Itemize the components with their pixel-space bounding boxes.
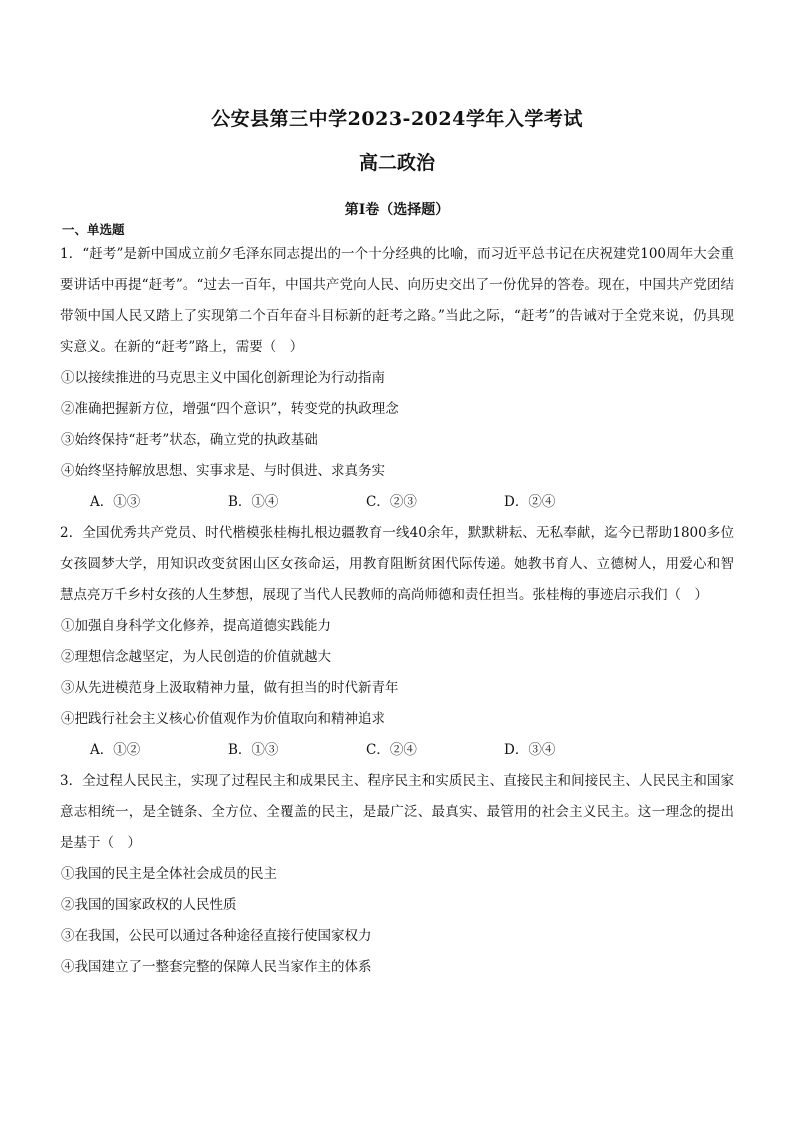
statement-option: ①加强自身科学文化修养，提高道德实践能力 <box>61 618 331 634</box>
question-stem: 2．全国优秀共产党员、时代楷模张桂梅扎根边疆教育一线40余年，默默耕耘、无私奉献，迄今已帮助1800多位女孩圆梦大学，用知识改变贫困山区女孩命运，用教育阻断贫困代际传递。她教书育人、立德树人，用爱心和智慧点亮万千乡村女孩的人生梦想，展现了当代人民教师的高尚师德和责任担当。张桂梅的事迹启示我们（ ） <box>60 525 734 603</box>
question-1 <box>60 239 734 518</box>
statement-option: ①以接续推进的马克思主义中国化创新理论为行动指南 <box>61 370 385 386</box>
answer-choices <box>60 487 734 518</box>
answer-choice-d: D．②④ <box>504 494 556 510</box>
exam-subject: 高二政治 <box>358 152 435 174</box>
answer-choice-d: D．③④ <box>504 742 556 758</box>
statement-option: ②理想信念越坚定，为人民创造的价值就越大 <box>61 649 331 665</box>
answer-choice-b: B．①③ <box>228 742 279 758</box>
answer-choice-c: C．②④ <box>366 742 417 758</box>
exam-title: 公安县第三中学2023-2024学年入学考试 <box>211 108 583 130</box>
answer-choice-c: C．②③ <box>366 494 417 510</box>
question-stem: 3．全过程人民民主，实现了过程民主和成果民主、程序民主和实质民主、直接民主和间接民主、人民民主和国家意志相统一，是全链条、全方位、全覆盖的民主，是最广泛、最真实、最管用的社会主义民主。这一理念的提出是基于（ ） <box>60 773 734 851</box>
question-stem: 1．“赶考”是新中国成立前夕毛泽东同志提出的一个十分经典的比喻，而习近平总书记在庆祝建党100周年大会重要讲话中再提“赶考”。“过去一百年，中国共产党向人民、向历史交出了一份优异的答卷。现在，中国共产党团结带领中国人民又踏上了实现第二个百年奋斗目标新的赶考之路。”当此之际，“赶考”的告诫对于全党来说，仍具现实意义。在新的“赶考”路上，需要（ ） <box>60 246 734 355</box>
statement-option: ③从先进模范身上汲取精神力量，做有担当的时代新青年 <box>61 680 399 696</box>
statement-option: ②准确把握新方位，增强“四个意识”，转变党的执政理念 <box>61 401 399 417</box>
answer-choice-b: B．①④ <box>228 494 279 510</box>
statement-option: ③在我国，公民可以通过各种途径直接行使国家权力 <box>61 928 372 944</box>
answer-choices <box>60 735 734 766</box>
statement-option: ④始终坚持解放思想、实事求是、与时俱进、求真务实 <box>61 463 385 479</box>
section-title: 第Ⅰ卷（选择题） <box>344 202 450 218</box>
statement-option: ②我国的国家政权的人民性质 <box>61 897 237 913</box>
statement-option: ④把践行社会主义核心价值观作为价值取向和精神追求 <box>61 711 385 727</box>
statement-option: ①我国的民主是全体社会成员的民主 <box>61 866 277 882</box>
statement-option: ③始终保持“赶考”状态，确立党的执政基础 <box>61 432 318 448</box>
question-2 <box>60 518 734 766</box>
answer-choice-a: A．①② <box>90 742 141 758</box>
statement-option: ④我国建立了一整套完整的保障人民当家作主的体系 <box>61 959 372 975</box>
question-3 <box>60 766 734 983</box>
answer-choice-a: A．①③ <box>90 494 141 510</box>
part-heading: 一、单选题 <box>62 222 125 237</box>
